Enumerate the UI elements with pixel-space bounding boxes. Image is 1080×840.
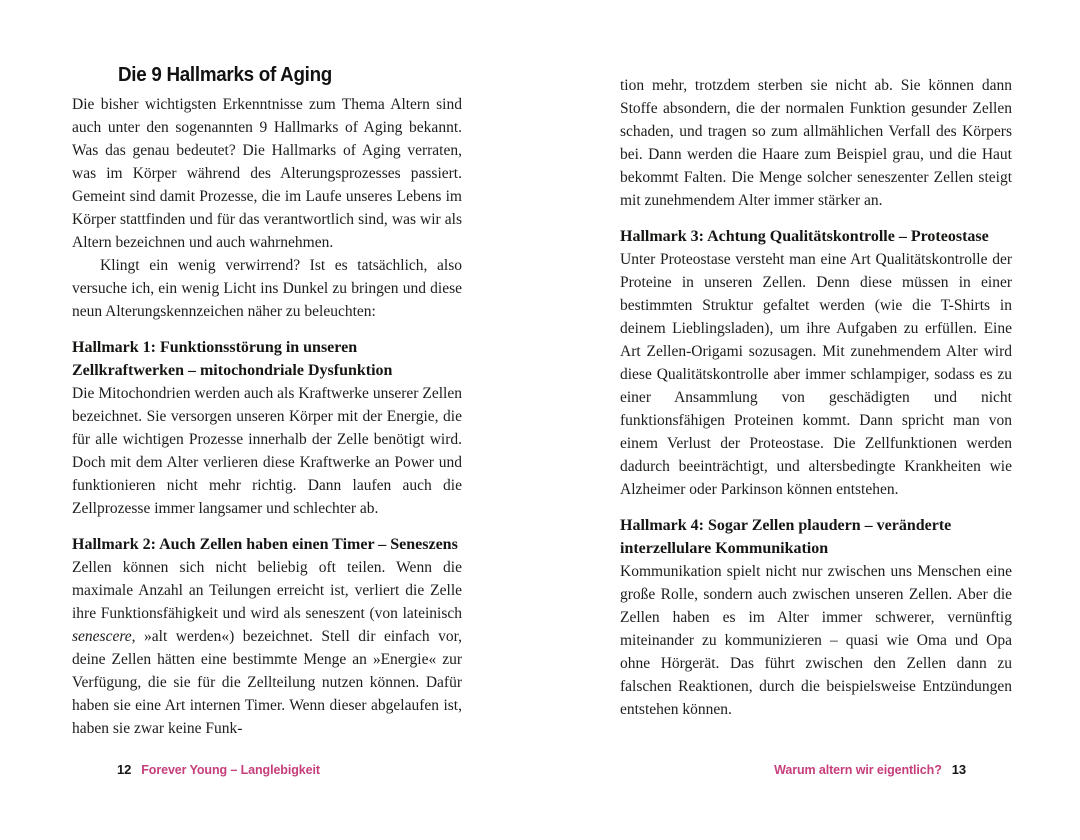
text-run: Die Mitochondrien werden auch als Kraftwerke unserer Zellen bezeichnet. Sie versorgen unseren Körper mit der Energie, die für alle wichtigen Prozesse innerhalb der Zelle benötigt wird. Doch mit dem Alter verlieren diese Kraftwerke an Power und funktionieren nicht mehr richtig. Dann laufen auch die Zellprozesse immer langsamer und schlechter ab. xyxy=(72,385,462,517)
section-heading xyxy=(72,336,462,382)
section-heading xyxy=(620,514,1012,560)
text-run: , »alt werden«) bezeichnet. Stell dir einfach vor, deine Zellen hätten eine bestimmte Menge an »Energie« zur Verfügung, die sie für die Zellteilung nutzen können. Dafür haben sie eine Art internen Timer. Wenn dieser abgelaufen ist, haben sie zwar keine Funk- xyxy=(72,628,462,737)
footer-chapter-title: Warum altern wir eigentlich? xyxy=(774,763,942,777)
body-paragraph xyxy=(620,248,1012,501)
section-heading xyxy=(72,533,462,556)
body-paragraph xyxy=(72,556,462,740)
text-run: Hallmark 1: Funktionsstörung in unseren Zellkraftwerken – mitochondriale Dysfunktion xyxy=(72,339,393,379)
text-run: Hallmark 4: Sogar Zellen plaudern – veränderte interzellulare Kommunikation xyxy=(620,517,952,557)
page-number-right: 13 xyxy=(951,762,966,777)
chapter-title: Die 9 Hallmarks of Aging xyxy=(118,64,333,86)
body-paragraph xyxy=(72,93,462,254)
body-paragraph xyxy=(72,382,462,520)
body-paragraph xyxy=(620,74,1012,212)
text-run: Zellen können sich nicht beliebig oft teilen. Wenn die maximale Anzahl an Teilungen erreicht ist, verliert die Zelle ihre Funktionsfähigkeit und wird als seneszent (von lateinisch xyxy=(72,559,462,622)
page-number-left: 12 xyxy=(117,762,132,777)
footer-book-title: Forever Young – Langlebigkeit xyxy=(141,763,320,777)
right-page xyxy=(620,74,1012,721)
text-run: Hallmark 2: Auch Zellen haben einen Timer – Seneszens xyxy=(72,536,458,553)
section-heading xyxy=(620,225,1012,248)
body-paragraph xyxy=(72,254,462,323)
text-run: Unter Proteostase versteht man eine Art Qualitätskontrolle der Proteine in unseren Zellen. Denn diese müssen in einer bestimmten Struktur gefaltet werden (wie die T-Shirts in deinem Lieblingsladen), um ihre Aufgaben zu erfüllen. Eine Art Zellen-Origami sozusagen. Mit zunehmendem Alter wird diese Qualitätskontrolle aber immer schlampiger, sodass es zu einer Ansammlung von geschädigten und nicht funktionsfähigen Proteinen kommt. Dann spricht man von einem Verlust der Proteostase. Die Zellfunktionen werden dadurch beeinträchtigt, und altersbedingte Krankheiten wie Alzheimer oder Parkinson können entstehen. xyxy=(620,251,1012,498)
text-run: Die bisher wichtigsten Erkenntnisse zum Thema Altern sind auch unter den sogenannten 9 Hallmarks of Aging bekannt. Was das genau bedeutet? Die Hallmarks of Aging verraten, was im Körper während des Alterungsprozesses passiert. Gemeint sind damit Prozesse, die im Laufe unseres Lebens im Körper stattfinden und für das verantwortlich sind, was wir als Altern bezeichnen und auch wahrnehmen. xyxy=(72,96,462,251)
body-paragraph xyxy=(620,560,1012,721)
text-run: Kommunikation spielt nicht nur zwischen uns Menschen eine große Rolle, sondern auch zwischen unseren Zellen. Aber die Zellen haben es im Alter immer schwerer, vernünftig miteinander zu kommunizieren – quasi wie Oma und Opa ohne Hörgerät. Das führt zwischen den Zellen dann zu falschen Reaktionen, durch die beispielsweise Entzündungen entstehen können. xyxy=(620,563,1012,718)
left-page xyxy=(72,64,462,740)
text-run: Klingt ein wenig verwirrend? Ist es tatsächlich, also versuche ich, ein wenig Licht ins Dunkel zu bringen und diese neun Alterungskennzeichen näher zu beleuchten: xyxy=(72,257,462,320)
right-footer xyxy=(774,762,966,778)
left-page-body xyxy=(72,93,462,740)
right-page-body xyxy=(620,74,1012,721)
left-footer xyxy=(117,762,320,778)
italic-text-run: senescere xyxy=(72,628,132,645)
text-run: Hallmark 3: Achtung Qualitätskontrolle – Proteostase xyxy=(620,228,989,245)
text-run: tion mehr, trotzdem sterben sie nicht ab. Sie können dann Stoffe absondern, die der normalen Funktion gesunder Zellen schaden, und tragen so zum allmählichen Verfall des Körpers bei. Dann werden die Haare zum Beispiel grau, und die Haut bekommt Falten. Die Menge solcher seneszenter Zellen steigt mit zunehmendem Alter immer stärker an. xyxy=(620,77,1012,209)
